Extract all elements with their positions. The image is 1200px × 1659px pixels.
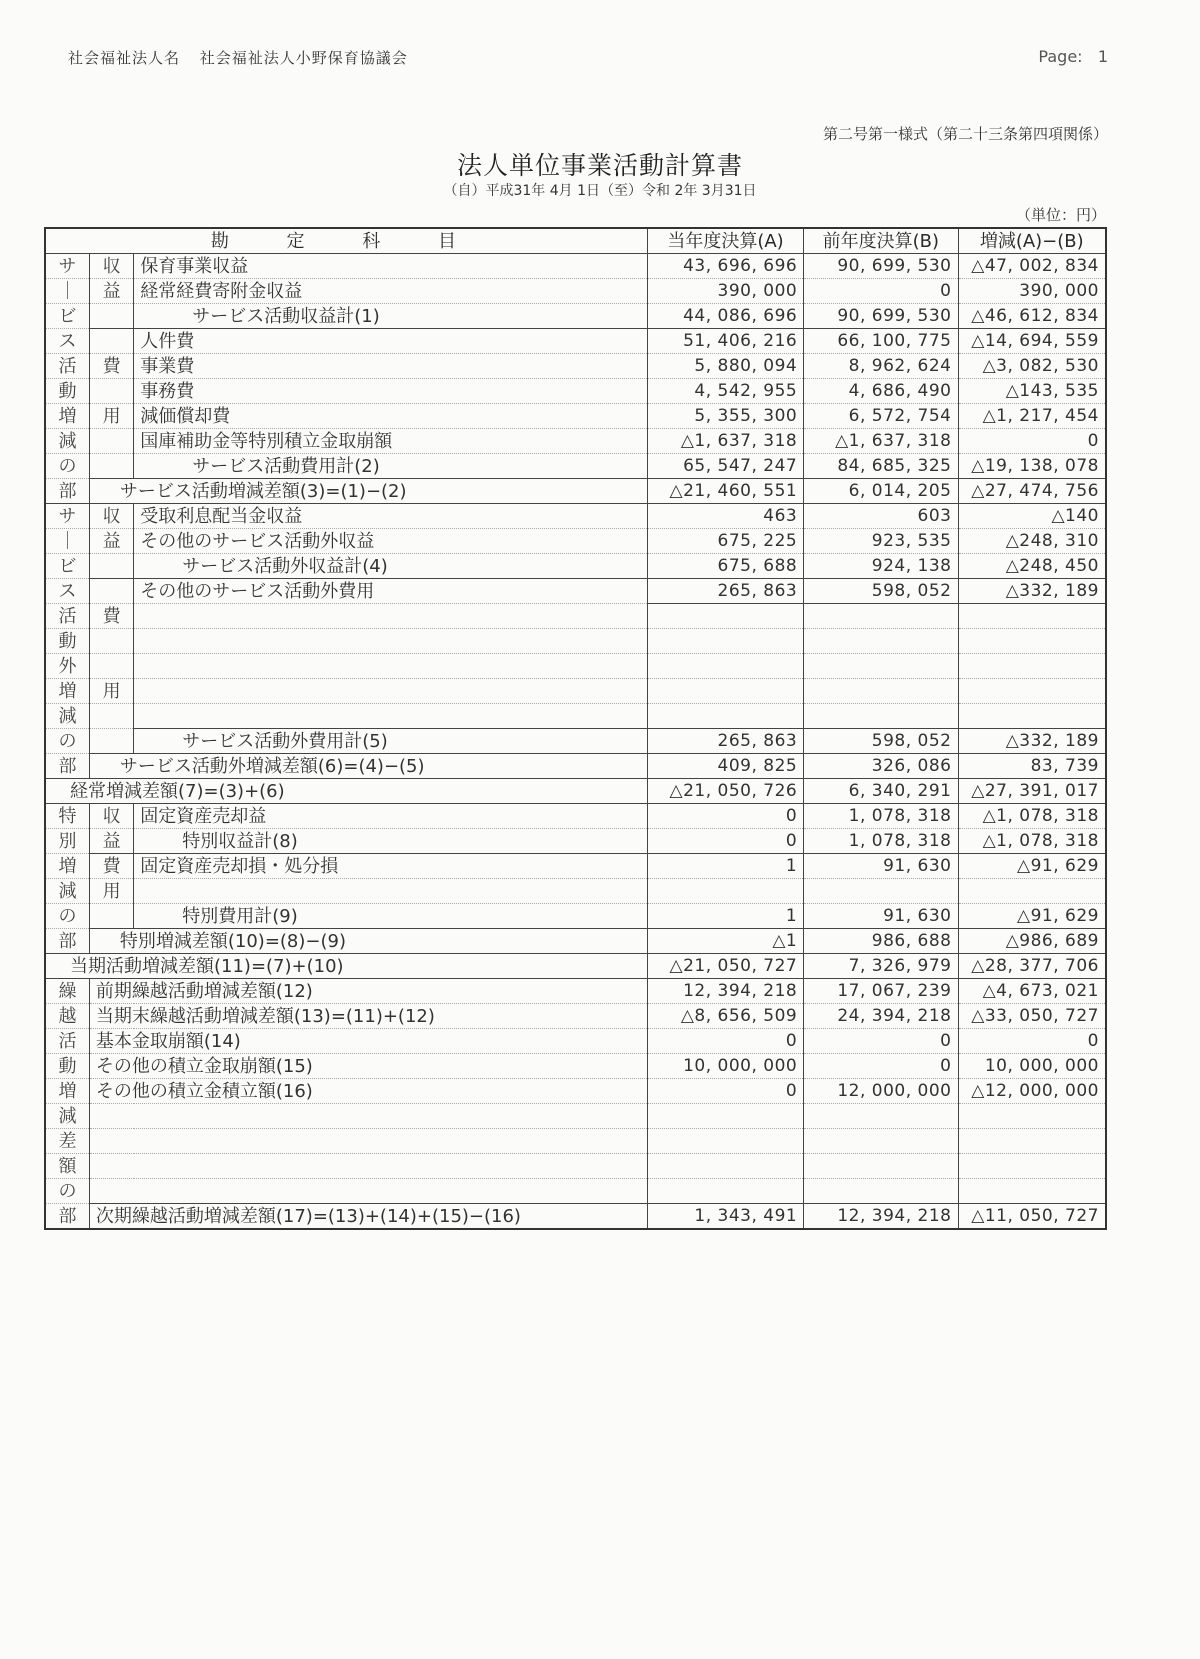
- corporation-header: [68, 47, 422, 68]
- value-change: 10, 000, 000: [958, 1054, 1106, 1079]
- value-current: 0: [647, 829, 803, 854]
- value-previous: 12, 000, 000: [804, 1079, 958, 1104]
- row-label: 経常経費寄附金収益: [134, 279, 648, 304]
- value-previous: 598, 052: [804, 729, 958, 754]
- row-label: 特別収益計(8): [134, 829, 648, 854]
- value-previous: 7, 326, 979: [804, 954, 958, 979]
- value-previous: 4, 686, 490: [804, 379, 958, 404]
- section-char: ビ: [45, 554, 89, 579]
- value-current: △8, 656, 509: [647, 1004, 803, 1029]
- value-change: △47, 002, 834: [958, 254, 1106, 279]
- value-previous: 12, 394, 218: [804, 1204, 958, 1230]
- table-row: [45, 279, 1106, 304]
- table-row: [45, 1004, 1106, 1029]
- table-row: [45, 1079, 1106, 1104]
- row-label: 固定資産売却益: [134, 804, 648, 829]
- table-row: [45, 329, 1106, 354]
- table-row: [45, 879, 1106, 904]
- header-current: 当年度決算(A): [647, 228, 803, 254]
- row-label: サービス活動外費用計(5): [134, 729, 648, 754]
- page-title: 法人単位事業活動計算書: [456, 151, 743, 180]
- row-label: 前期繰越活動増減差額(12): [89, 979, 647, 1004]
- value-previous: 66, 100, 775: [804, 329, 958, 354]
- value-current: 65, 547, 247: [647, 454, 803, 479]
- value-current: 390, 000: [647, 279, 803, 304]
- value-previous: 0: [804, 1054, 958, 1079]
- row-label: 減価償却費: [134, 404, 648, 429]
- section-char: 差: [45, 1129, 89, 1154]
- row-label: 事業費: [134, 354, 648, 379]
- value-current: 51, 406, 216: [647, 329, 803, 354]
- value-previous: 598, 052: [804, 579, 958, 604]
- table-row: [45, 1029, 1106, 1054]
- value-current: △21, 050, 726: [647, 779, 803, 804]
- corporation-name: 社会福祉法人小野保育協議会: [199, 49, 408, 67]
- value-current: 265, 863: [647, 729, 803, 754]
- value-change: △3, 082, 530: [958, 354, 1106, 379]
- value-change: 390, 000: [958, 279, 1106, 304]
- value-current: 0: [647, 1079, 803, 1104]
- value-previous: 6, 340, 291: [804, 779, 958, 804]
- value-previous: 91, 630: [804, 904, 958, 929]
- value-previous: 603: [804, 504, 958, 529]
- section-char: 減: [45, 879, 89, 904]
- table-row: [45, 629, 1106, 654]
- header-previous: 前年度決算(B): [804, 228, 958, 254]
- value-change: △140: [958, 504, 1106, 529]
- table-row: [45, 1154, 1106, 1179]
- section-char: 活: [45, 604, 89, 629]
- value-current: 10, 000, 000: [647, 1054, 803, 1079]
- row-label: サービス活動収益計(1): [134, 304, 648, 329]
- table-row: [45, 779, 1106, 804]
- row-label: 受取利息配当金収益: [134, 504, 648, 529]
- row-label: 基本金取崩額(14): [89, 1029, 647, 1054]
- section-char: の: [45, 454, 89, 479]
- value-current: 265, 863: [647, 579, 803, 604]
- page-indicator: [1038, 47, 1108, 66]
- value-change: △1, 078, 318: [958, 804, 1106, 829]
- group-char: 用: [89, 879, 133, 904]
- table-row: [45, 929, 1106, 954]
- value-current: 0: [647, 804, 803, 829]
- value-previous: 326, 086: [804, 754, 958, 779]
- table-row: [45, 729, 1106, 754]
- section-char: 部: [45, 1204, 89, 1230]
- value-current: 675, 688: [647, 554, 803, 579]
- table-row: [45, 404, 1106, 429]
- value-change: 83, 739: [958, 754, 1106, 779]
- page-label: Page:: [1038, 47, 1083, 66]
- value-current: 1: [647, 904, 803, 929]
- value-previous: 1, 078, 318: [804, 829, 958, 854]
- value-change: 0: [958, 429, 1106, 454]
- value-change: △28, 377, 706: [958, 954, 1106, 979]
- table-row: [45, 304, 1106, 329]
- table-row: [45, 829, 1106, 854]
- section-char: 外: [45, 654, 89, 679]
- row-label: サービス活動外増減差額(6)=(4)−(5): [89, 754, 647, 779]
- table-row: [45, 754, 1106, 779]
- row-label: その他のサービス活動外費用: [134, 579, 648, 604]
- value-change: △143, 535: [958, 379, 1106, 404]
- value-change: △46, 612, 834: [958, 304, 1106, 329]
- value-previous: 923, 535: [804, 529, 958, 554]
- value-current: 409, 825: [647, 754, 803, 779]
- value-change: △27, 391, 017: [958, 779, 1106, 804]
- value-current: 43, 696, 696: [647, 254, 803, 279]
- group-char: 益: [89, 279, 133, 304]
- section-char: ス: [45, 329, 89, 354]
- value-change: △248, 450: [958, 554, 1106, 579]
- row-label: 保育事業収益: [134, 254, 648, 279]
- section-char: ｜: [45, 529, 89, 554]
- table-row: [45, 654, 1106, 679]
- group-char: 収: [89, 504, 133, 529]
- corporation-label: 社会福祉法人名: [68, 49, 181, 67]
- section-char: 動: [45, 1054, 89, 1079]
- group-char: 益: [89, 829, 133, 854]
- form-number: 第二号第一様式（第二十三条第四項関係）: [822, 125, 1108, 143]
- row-label: 当期活動増減差額(11)=(7)+(10): [45, 954, 647, 979]
- value-change: △11, 050, 727: [958, 1204, 1106, 1230]
- value-current: 5, 880, 094: [647, 354, 803, 379]
- section-char: の: [45, 1179, 89, 1204]
- row-label: サービス活動費用計(2): [134, 454, 648, 479]
- value-change: △33, 050, 727: [958, 1004, 1106, 1029]
- table-row: [45, 454, 1106, 479]
- value-current: △1: [647, 929, 803, 954]
- table-row: [45, 979, 1106, 1004]
- value-change: △12, 000, 000: [958, 1079, 1106, 1104]
- value-current: 44, 086, 696: [647, 304, 803, 329]
- value-current: 1: [647, 854, 803, 879]
- table-row: [45, 354, 1106, 379]
- value-change: △332, 189: [958, 729, 1106, 754]
- group-char: 用: [89, 404, 133, 429]
- row-label: その他のサービス活動外収益: [134, 529, 648, 554]
- value-change: △91, 629: [958, 854, 1106, 879]
- value-current: 12, 394, 218: [647, 979, 803, 1004]
- section-char: 動: [45, 379, 89, 404]
- row-label: 国庫補助金等特別積立金取崩額: [134, 429, 648, 454]
- section-char: 増: [45, 404, 89, 429]
- fiscal-period: （自）平成31年 4月 1日（至）令和 2年 3月31日: [443, 183, 757, 199]
- value-current: 0: [647, 1029, 803, 1054]
- row-label: その他の積立金積立額(16): [89, 1079, 647, 1104]
- value-previous: 6, 572, 754: [804, 404, 958, 429]
- row-label: 特別費用計(9): [134, 904, 648, 929]
- row-label: 固定資産売却損・処分損: [134, 854, 648, 879]
- table-row: [45, 804, 1106, 829]
- value-change: △4, 673, 021: [958, 979, 1106, 1004]
- value-change: △27, 474, 756: [958, 479, 1106, 504]
- value-change: △986, 689: [958, 929, 1106, 954]
- table-row: [45, 379, 1106, 404]
- header-change: 増減(A)−(B): [958, 228, 1106, 254]
- value-previous: 17, 067, 239: [804, 979, 958, 1004]
- table-row: [45, 579, 1106, 604]
- group-char: 費: [89, 354, 133, 379]
- table-row: [45, 954, 1106, 979]
- value-current: 675, 225: [647, 529, 803, 554]
- table-row: [45, 1179, 1106, 1204]
- table-row: [45, 254, 1106, 279]
- value-previous: 986, 688: [804, 929, 958, 954]
- section-char: 額: [45, 1154, 89, 1179]
- section-char: ス: [45, 579, 89, 604]
- value-current: 5, 355, 300: [647, 404, 803, 429]
- table-row: [45, 604, 1106, 629]
- value-previous: 8, 962, 624: [804, 354, 958, 379]
- header-account: 勘 定 科 目: [45, 228, 647, 254]
- table-row: [45, 679, 1106, 704]
- row-label: 経常増減差額(7)=(3)+(6): [45, 779, 647, 804]
- value-previous: 84, 685, 325: [804, 454, 958, 479]
- table-row: [45, 1129, 1106, 1154]
- row-label: その他の積立金取崩額(15): [89, 1054, 647, 1079]
- group-char: 収: [89, 804, 133, 829]
- table-row: [45, 1204, 1106, 1230]
- group-char: 収: [89, 254, 133, 279]
- row-label: 当期末繰越活動増減差額(13)=(11)+(12): [89, 1004, 647, 1029]
- value-current: △21, 460, 551: [647, 479, 803, 504]
- section-char: 減: [45, 429, 89, 454]
- table-row: [45, 1054, 1106, 1079]
- row-label: 次期繰越活動増減差額(17)=(13)+(14)+(15)−(16): [89, 1204, 647, 1230]
- value-previous: 1, 078, 318: [804, 804, 958, 829]
- table-row: [45, 704, 1106, 729]
- section-char: 動: [45, 629, 89, 654]
- value-change: △91, 629: [958, 904, 1106, 929]
- value-current: 1, 343, 491: [647, 1204, 803, 1230]
- section-char: 減: [45, 704, 89, 729]
- section-char: ビ: [45, 304, 89, 329]
- value-current: △21, 050, 727: [647, 954, 803, 979]
- activity-statement-table: [44, 227, 1107, 1230]
- row-label: 事務費: [134, 379, 648, 404]
- value-change: △1, 217, 454: [958, 404, 1106, 429]
- section-char: サ: [45, 504, 89, 529]
- value-previous: 90, 699, 530: [804, 304, 958, 329]
- section-char: 増: [45, 679, 89, 704]
- section-char: の: [45, 729, 89, 754]
- group-char: 益: [89, 529, 133, 554]
- section-char: の: [45, 904, 89, 929]
- section-char: ｜: [45, 279, 89, 304]
- table-row: [45, 529, 1106, 554]
- unit-label: （単位：円）: [1015, 206, 1106, 224]
- section-char: 増: [45, 1079, 89, 1104]
- table-row: [45, 904, 1106, 929]
- value-current: △1, 637, 318: [647, 429, 803, 454]
- table-header: [45, 228, 1106, 254]
- value-change: △14, 694, 559: [958, 329, 1106, 354]
- table-row: [45, 429, 1106, 454]
- value-current: 4, 542, 955: [647, 379, 803, 404]
- group-char: 費: [89, 854, 133, 879]
- value-current: 463: [647, 504, 803, 529]
- section-char: 部: [45, 479, 89, 504]
- value-previous: △1, 637, 318: [804, 429, 958, 454]
- row-label: 特別増減差額(10)=(8)−(9): [89, 929, 647, 954]
- value-previous: 0: [804, 279, 958, 304]
- value-previous: 924, 138: [804, 554, 958, 579]
- table-row: [45, 479, 1106, 504]
- row-label: 人件費: [134, 329, 648, 354]
- table-row: [45, 554, 1106, 579]
- section-char: 活: [45, 1029, 89, 1054]
- value-change: △248, 310: [958, 529, 1106, 554]
- value-change: 0: [958, 1029, 1106, 1054]
- value-previous: 24, 394, 218: [804, 1004, 958, 1029]
- value-previous: 6, 014, 205: [804, 479, 958, 504]
- group-char: 用: [89, 679, 133, 704]
- section-char: 繰: [45, 979, 89, 1004]
- group-char: 費: [89, 604, 133, 629]
- value-previous: 90, 699, 530: [804, 254, 958, 279]
- section-char: 活: [45, 354, 89, 379]
- table-row: [45, 1104, 1106, 1129]
- table-row: [45, 504, 1106, 529]
- row-label: サービス活動増減差額(3)=(1)−(2): [89, 479, 647, 504]
- section-char: 特: [45, 804, 89, 829]
- page-number: 1: [1097, 47, 1108, 66]
- section-char: サ: [45, 254, 89, 279]
- section-char: 増: [45, 854, 89, 879]
- section-char: 部: [45, 929, 89, 954]
- value-change: △19, 138, 078: [958, 454, 1106, 479]
- section-char: 別: [45, 829, 89, 854]
- value-change: △1, 078, 318: [958, 829, 1106, 854]
- value-previous: 0: [804, 1029, 958, 1054]
- section-char: 越: [45, 1004, 89, 1029]
- section-char: 減: [45, 1104, 89, 1129]
- value-change: △332, 189: [958, 579, 1106, 604]
- row-label: サービス活動外収益計(4): [134, 554, 648, 579]
- table-row: [45, 854, 1106, 879]
- section-char: 部: [45, 754, 89, 779]
- value-previous: 91, 630: [804, 854, 958, 879]
